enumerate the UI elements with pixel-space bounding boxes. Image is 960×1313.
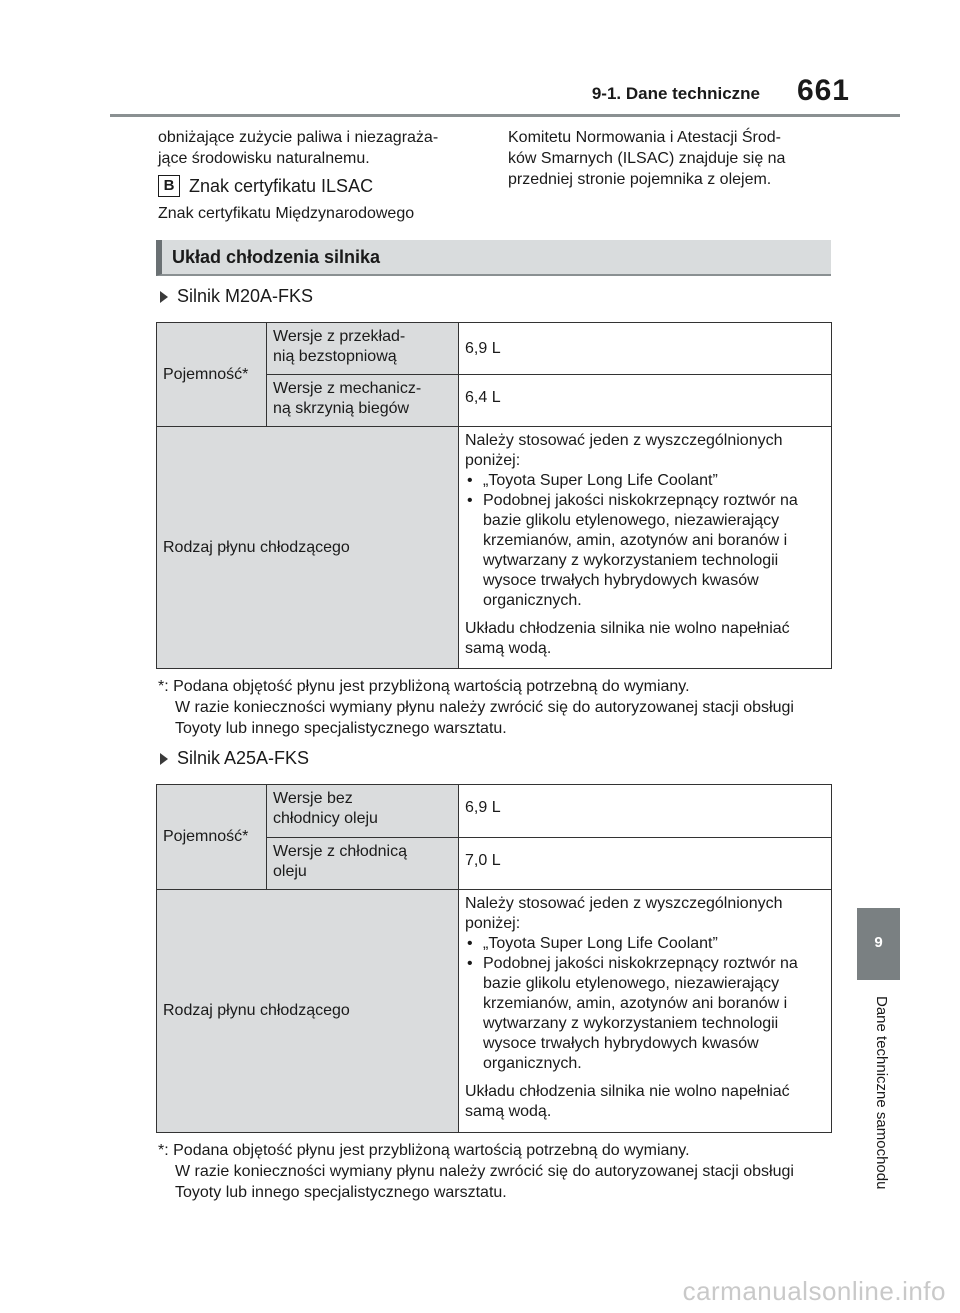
coolant-intro: Należy stosować jeden z wyszczególnionych poniżej: <box>465 432 783 469</box>
triangle-bullet-icon <box>160 291 168 303</box>
coolant-list <box>465 471 825 611</box>
engine2-table <box>156 784 832 1133</box>
watermark: carmanualsonline.info <box>682 1276 946 1306</box>
coolant-value-cell <box>459 890 832 1133</box>
capacity-label-cell: Pojemność* <box>157 785 267 890</box>
engine2-title: Silnik A25A-FKS <box>177 748 310 768</box>
value-cell: 6,9 L <box>459 785 832 838</box>
engine1-heading <box>160 286 313 307</box>
chapter-label: Dane techniczne samochodu <box>873 996 890 1190</box>
intro-line: ków Smarnych (ILSAC) znajduje się na <box>508 150 786 167</box>
list-item: • „Toyota Super Long Life Coolant” <box>465 471 825 491</box>
coolant-value-cell <box>459 427 832 669</box>
intro-line: przedniej stronie pojemnika z olejem. <box>508 171 772 188</box>
coolant-label-cell: Rodzaj płynu chłodzącego <box>157 427 459 669</box>
coolant-note: Układu chłodzenia silnika nie wolno napełniać samą wodą. <box>465 620 790 657</box>
header-rule <box>110 114 900 117</box>
coolant-label-cell: Rodzaj płynu chłodzącego <box>157 890 459 1133</box>
intro-line: obniżające zużycie paliwa i niezagraża- <box>158 129 439 146</box>
value-cell: 6,4 L <box>459 375 832 427</box>
section-title: Układ chłodzenia silnika <box>172 247 381 267</box>
intro-line: Komitetu Normowania i Atestacji Środ- <box>508 129 781 146</box>
table-row <box>157 323 832 375</box>
list-item: • Podobnej jakości niskokrzepnący roztwór na bazie glikolu etylenowego, niezawierający krzemianów, amin, azotynów ani boranów i wytwarzany z wykorzystaniem technologii wysoce trwałych hybrydowych kwasów organicznych. <box>465 491 825 611</box>
table-row <box>157 427 832 669</box>
variant-cell: Wersje z mechanicz- ną skrzynią biegów <box>267 375 459 427</box>
table-row <box>157 890 832 1133</box>
intro-left-column <box>158 127 490 224</box>
chapter-tab[interactable] <box>857 908 900 980</box>
intro-line: jące środowisku naturalnemu. <box>158 150 370 167</box>
engine2-footnote <box>158 1140 838 1203</box>
cert-subtitle: Znak certyfikatu Międzynarodowego <box>158 205 415 222</box>
cert-title-line <box>158 175 490 197</box>
footnote-line: W razie konieczności wymiany płynu należy zwrócić się do autoryzowanej stacji obsługi Toyoty lub innego specjalistycznego warsztatu. <box>175 699 794 737</box>
triangle-bullet-icon <box>160 753 168 765</box>
engine1-table <box>156 322 832 669</box>
page-number: 661 <box>796 74 850 107</box>
footnote-line: W razie konieczności wymiany płynu należy zwrócić się do autoryzowanej stacji obsługi Toyoty lub innego specjalistycznego warsztatu. <box>175 1163 794 1201</box>
variant-cell: Wersje z chłodnicą oleju <box>267 838 459 890</box>
cert-title: Znak certyfikatu ILSAC <box>189 175 374 196</box>
section-header: 9-1. Dane techniczne <box>591 84 760 103</box>
footnote-line: *: Podana objętość płynu jest przybliżoną wartością potrzebną do wymiany. <box>158 678 690 695</box>
list-item: • Podobnej jakości niskokrzepnący roztwór na bazie glikolu etylenowego, niezawierający krzemianów, amin, azotynów ani boranów i wytwarzany z wykorzystaniem technologii wysoce trwałych hybrydowych kwasów organicznych. <box>465 954 825 1074</box>
cert-label-box: B <box>158 175 180 197</box>
footnote-line: *: Podana objętość płynu jest przybliżoną wartością potrzebną do wymiany. <box>158 1142 690 1159</box>
capacity-label-cell: Pojemność* <box>157 323 267 427</box>
coolant-intro: Należy stosować jeden z wyszczególnionych poniżej: <box>465 895 783 932</box>
engine1-footnote <box>158 676 838 739</box>
intro-right-column <box>508 127 830 190</box>
coolant-list <box>465 934 825 1074</box>
variant-cell: Wersje z przekład- nią bezstopniową <box>267 323 459 375</box>
engine1-title: Silnik M20A-FKS <box>177 286 314 306</box>
table-row <box>157 785 832 838</box>
coolant-note: Układu chłodzenia silnika nie wolno napełniać samą wodą. <box>465 1083 790 1120</box>
value-cell: 7,0 L <box>459 838 832 890</box>
list-item: • „Toyota Super Long Life Coolant” <box>465 934 825 954</box>
engine2-heading <box>160 748 309 769</box>
value-cell: 6,9 L <box>459 323 832 375</box>
section-title-bar <box>156 240 831 276</box>
variant-cell: Wersje bez chłodnicy oleju <box>267 785 459 838</box>
chapter-number: 9 <box>874 934 883 951</box>
